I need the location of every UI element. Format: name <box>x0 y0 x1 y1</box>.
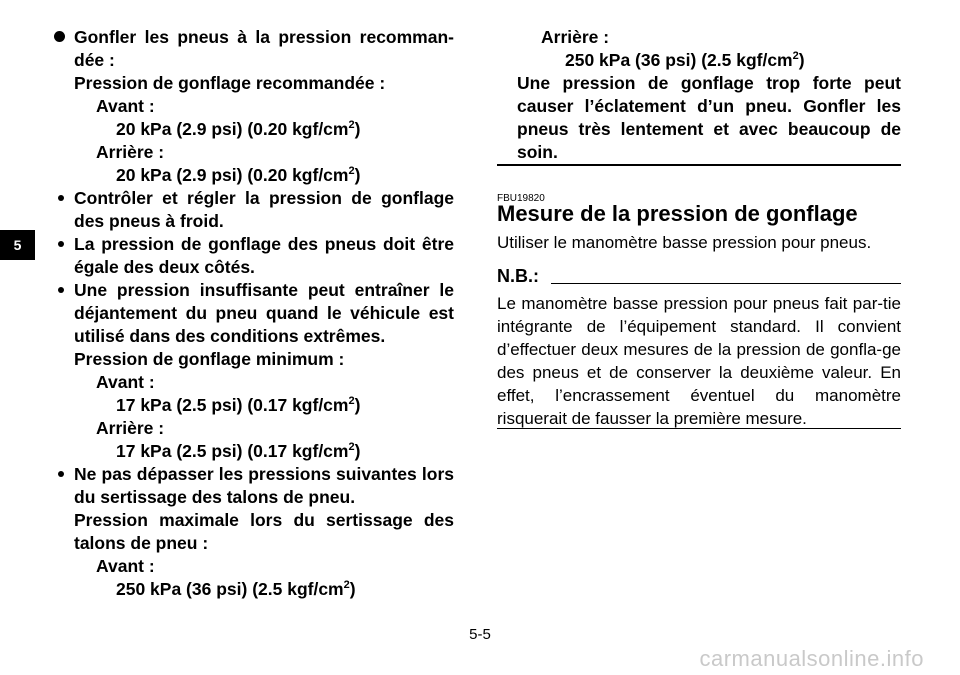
nb-underline <box>551 283 901 284</box>
right-column <box>517 26 901 164</box>
page-number: 5-5 <box>469 626 491 643</box>
maximum-label: Pression maximale lors du sertissage des talons de pneu : <box>74 510 454 553</box>
bullet-icon <box>54 463 74 509</box>
list-item <box>54 463 454 509</box>
max-rear-label: Arrière : <box>541 27 610 47</box>
bullet-icon <box>54 233 74 279</box>
max-rear-value: 250 kPa (36 psi) (2.5 kgf/$cm^2$) <box>565 50 805 70</box>
item-text: Contrôler et régler la pression de gonflage des pneus à froid. <box>74 188 454 231</box>
watermark: carmanualsonline.info <box>699 646 924 671</box>
nb-label: N.B.: <box>497 266 539 286</box>
list-item <box>54 187 454 233</box>
front-value: 20 kPa (2.9 psi) (0.20 kgf/$cm^2$) <box>116 119 361 139</box>
item-text: Une pression insuffisante peut entraîner le déjantement du pneu quand le véhicule est utilisé dans des conditions extrêmes. <box>74 280 454 346</box>
rear-label: Arrière : <box>96 142 165 162</box>
nb-text: Le manomètre basse pression pour pneus fait par-tie intégrante de l’équipement standard. Il convient d’effectuer deux mesures de la pression de gonfla-ge des pneus et de conserver la deuxième valeur. En effet, l’encrassement éventuel du manomètre risquerait de fausser la première mesure. <box>497 294 901 428</box>
item-text: Ne pas dépasser les pressions suivantes lors du sertissage des talons de pneu. <box>74 464 454 507</box>
list-item <box>54 26 454 72</box>
min-rear-value: 17 kPa (2.5 psi) (0.17 kgf/$cm^2$) <box>116 441 361 461</box>
chapter-tab <box>0 230 35 260</box>
rear-value: 20 kPa (2.9 psi) (0.20 kgf/$cm^2$) <box>116 165 361 185</box>
list-item <box>54 233 454 279</box>
section-intro: Utiliser le manomètre basse pression pour pneus. <box>497 233 872 252</box>
bullet-icon <box>54 26 74 72</box>
minimum-label: Pression de gonflage minimum : <box>74 349 345 369</box>
min-front-label: Avant : <box>96 372 155 392</box>
bullet-icon <box>54 279 74 348</box>
nb-end-divider <box>497 428 901 429</box>
min-front-value: 17 kPa (2.5 psi) (0.17 kgf/$cm^2$) <box>116 395 361 415</box>
chapter-tab-label: 5 <box>13 237 22 253</box>
max-front-value: 250 kPa (36 psi) (2.5 kgf/$cm^2$) <box>116 579 356 599</box>
front-label: Avant : <box>96 96 155 116</box>
section-heading: Mesure de la pression de gonflage <box>497 201 858 226</box>
section-code: FBU19820 <box>497 193 545 204</box>
list-item <box>54 279 454 348</box>
warning-text: Une pression de gonflage trop forte peut causer l’éclatement d’un pneu. Gonfler les pneus très lentement et avec beaucoup de soin. <box>517 73 901 162</box>
left-column <box>54 26 454 601</box>
item-text: La pression de gonflage des pneus doit être égale des deux côtés. <box>74 234 454 277</box>
recommended-label: Pression de gonflage recommandée : <box>74 73 386 93</box>
bullet-icon <box>54 187 74 233</box>
min-rear-label: Arrière : <box>96 418 165 438</box>
item-text: Gonfler les pneus à la pression recomman-dée : <box>74 27 454 70</box>
section-divider <box>497 164 901 166</box>
max-front-label: Avant : <box>96 556 155 576</box>
